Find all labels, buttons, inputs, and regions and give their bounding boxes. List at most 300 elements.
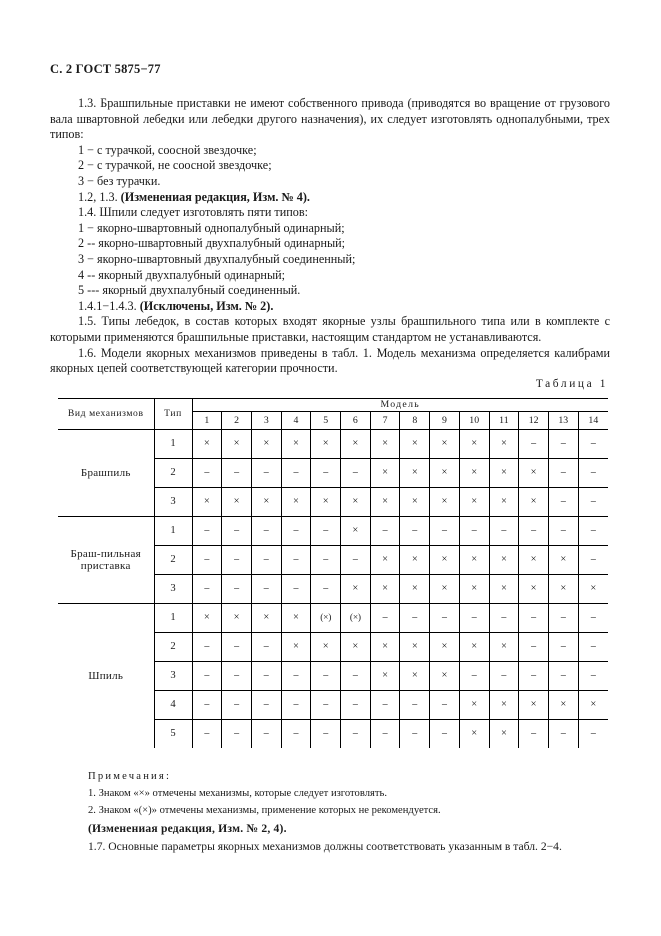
mark-cell <box>489 430 519 459</box>
mark-cell <box>459 546 489 575</box>
mark-cell <box>281 633 311 662</box>
group-name-cell: Шпиль <box>58 604 154 749</box>
dash-icon: − <box>292 466 300 479</box>
header-col-10: 10 <box>459 412 489 430</box>
cross-icon: × <box>203 438 210 449</box>
mark-cell <box>192 720 222 749</box>
mark-cell <box>370 691 400 720</box>
mark-cell <box>578 459 608 488</box>
dash-icon: − <box>381 611 389 624</box>
list-item-shpil-5: 5 --- якорный двухпалубный соединенный. <box>78 283 301 298</box>
cross-icon: × <box>500 641 507 652</box>
mark-cell <box>430 546 460 575</box>
mark-cell <box>311 517 341 546</box>
mark-cell <box>370 633 400 662</box>
cross-icon: × <box>471 583 478 594</box>
mark-cell <box>251 633 281 662</box>
mark-cell <box>578 720 608 749</box>
cross-icon: × <box>590 583 597 594</box>
mark-cell <box>578 633 608 662</box>
dash-icon: − <box>441 524 448 537</box>
cross-icon: × <box>293 496 299 507</box>
mark-cell <box>370 459 400 488</box>
dash-icon: − <box>381 727 389 740</box>
dash-icon: − <box>233 524 240 537</box>
mark-cell <box>341 546 371 575</box>
cross-icon: × <box>203 612 210 623</box>
mark-cell <box>341 517 371 546</box>
dash-icon: − <box>441 727 448 740</box>
cross-icon: × <box>471 699 478 710</box>
dash-icon: − <box>560 669 567 682</box>
mark-cell <box>459 662 489 691</box>
header-col-13: 13 <box>548 412 578 430</box>
cross-icon: × <box>441 670 448 681</box>
mark-cell <box>281 691 311 720</box>
header-tip: Тип <box>154 399 192 430</box>
mark-cell <box>548 662 578 691</box>
cross-icon: × <box>441 496 448 507</box>
mark-cell <box>548 517 578 546</box>
mark-cell <box>548 604 578 633</box>
table-body <box>58 430 608 749</box>
mark-cell <box>341 459 371 488</box>
mark-cell <box>192 546 222 575</box>
mark-cell <box>311 575 341 604</box>
mark-cell <box>489 517 519 546</box>
mark-cell <box>311 430 341 459</box>
mark-cell <box>459 488 489 517</box>
dash-icon: − <box>530 437 537 450</box>
mark-cell <box>519 546 549 575</box>
list-item-shpil-4: 4 -- якорный двухпалубный одинарный; <box>78 267 286 282</box>
paragraph-1-3: 1.3. Брашпильные приставки не имеют собственного привода (приводятся во вращение от грузового вала швартовной лебедки или лебедки другого назначения), их следует изготовлять однопалубными, трех типов: <box>50 96 610 142</box>
dash-icon: − <box>322 466 329 479</box>
list-item-type-2: 2 − с турачкой, не соосной звездочке; <box>78 158 272 173</box>
table-row <box>58 517 608 546</box>
cross-icon: × <box>500 728 507 739</box>
note-item-1: 1. Знаком «×» отмечены механизмы, которые следует изготовлять. <box>88 788 387 799</box>
mark-cell <box>311 633 341 662</box>
dash-icon: − <box>530 611 537 624</box>
mark-cell <box>192 430 222 459</box>
cross-icon: × <box>530 496 537 507</box>
cross-icon: × <box>352 525 359 536</box>
header-model: Модель <box>192 399 608 412</box>
cross-icon: × <box>471 554 478 565</box>
mark-cell <box>251 691 281 720</box>
dash-icon: − <box>560 640 567 653</box>
mark-cell <box>281 517 311 546</box>
note-item-2: 2. Знаком «(×)» отмечены механизмы, применение которых не рекомендуется. <box>88 805 441 816</box>
cross-icon: × <box>382 496 389 507</box>
mark-cell <box>459 691 489 720</box>
table-head <box>58 399 608 430</box>
dash-icon: − <box>530 669 537 682</box>
dash-icon: − <box>411 727 418 740</box>
dash-icon: − <box>233 669 240 682</box>
type-cell: 1 <box>154 604 192 633</box>
mark-cell <box>192 517 222 546</box>
dash-icon: − <box>411 524 418 537</box>
dash-icon: − <box>292 698 300 711</box>
cross-icon: × <box>382 670 389 681</box>
mark-cell <box>519 488 549 517</box>
header-col-6: 6 <box>341 412 371 430</box>
mark-cell <box>548 575 578 604</box>
cross-icon: × <box>263 612 270 623</box>
excluded-prefix: 1.4.1−1.4.3. <box>78 298 140 313</box>
mark-cell <box>251 604 281 633</box>
dash-icon: − <box>292 669 300 682</box>
dash-icon: − <box>590 495 597 508</box>
type-cell: 1 <box>154 517 192 546</box>
dash-icon: − <box>500 669 507 682</box>
cross-icon: × <box>293 612 299 623</box>
mark-cell <box>222 488 252 517</box>
dash-icon: − <box>352 466 359 479</box>
cross-icon: × <box>441 554 448 565</box>
header-col-1: 1 <box>192 412 222 430</box>
mark-cell <box>370 517 400 546</box>
mark-cell <box>251 546 281 575</box>
cross-icon: × <box>500 699 507 710</box>
cross-icon: × <box>411 467 418 478</box>
type-cell: 2 <box>154 546 192 575</box>
dash-icon: − <box>203 524 210 537</box>
page-header: С. 2 ГОСТ 5875−77 <box>50 62 161 76</box>
mark-cell <box>459 430 489 459</box>
cross-icon: × <box>441 583 448 594</box>
dash-icon: − <box>381 698 389 711</box>
mark-cell <box>400 546 430 575</box>
mark-cell <box>341 720 371 749</box>
mark-cell <box>459 633 489 662</box>
mark-cell <box>548 488 578 517</box>
mark-cell <box>548 720 578 749</box>
table-row <box>58 430 608 459</box>
mark-cell <box>341 633 371 662</box>
dash-icon: − <box>263 640 270 653</box>
mark-cell <box>370 546 400 575</box>
mark-cell <box>370 720 400 749</box>
mark-cell <box>400 662 430 691</box>
cross-icon: × <box>500 467 507 478</box>
cross-icon: × <box>352 496 359 507</box>
cross-icon: × <box>500 438 507 449</box>
mark-cell <box>251 488 281 517</box>
dash-icon: − <box>560 466 567 479</box>
mark-cell <box>459 517 489 546</box>
cross-icon: × <box>530 699 537 710</box>
mark-cell <box>519 430 549 459</box>
mark-cell <box>341 430 371 459</box>
list-item-type-3: 3 − без турачки. <box>78 173 161 188</box>
mark-cell <box>519 691 549 720</box>
dash-icon: − <box>560 611 567 624</box>
mark-cell <box>489 662 519 691</box>
mark-cell <box>311 488 341 517</box>
cross-icon: × <box>471 467 478 478</box>
mark-cell <box>341 662 371 691</box>
notes-heading: Примечания: <box>88 771 172 782</box>
mark-cell <box>251 720 281 749</box>
mark-cell <box>222 517 252 546</box>
cross-icon: × <box>382 554 389 565</box>
mark-cell <box>459 604 489 633</box>
dash-icon: − <box>352 553 359 566</box>
mark-cell <box>519 662 549 691</box>
dash-icon: − <box>292 524 300 537</box>
cross-icon: × <box>382 583 389 594</box>
paragraph-1-4: 1.4. Шпили следует изготовлять пяти типов: <box>78 205 309 220</box>
cross-icon: × <box>411 583 418 594</box>
list-item-shpil-1: 1 − якорно-швартовный однопалубный одинарный; <box>78 220 345 235</box>
header-col-8: 8 <box>400 412 430 430</box>
mark-cell <box>400 691 430 720</box>
revision-note-1-4-1 <box>50 299 610 315</box>
cross-icon: × <box>382 438 389 449</box>
dash-icon: − <box>590 640 597 653</box>
dash-icon: − <box>352 698 359 711</box>
dash-icon: − <box>590 669 597 682</box>
mark-cell <box>400 575 430 604</box>
mark-cell <box>548 633 578 662</box>
mark-cell <box>459 720 489 749</box>
cross-icon: × <box>382 641 389 652</box>
mark-cell <box>430 488 460 517</box>
dash-icon: − <box>263 582 270 595</box>
mark-cell <box>430 691 460 720</box>
mark-cell <box>222 430 252 459</box>
cross-icon: × <box>263 496 270 507</box>
mark-cell <box>370 662 400 691</box>
cross-icon: × <box>293 641 299 652</box>
mark-cell <box>281 546 311 575</box>
dash-icon: − <box>203 582 210 595</box>
mark-cell <box>222 575 252 604</box>
dash-icon: − <box>233 466 240 479</box>
type-cell: 1 <box>154 430 192 459</box>
cross-icon: × <box>560 699 567 710</box>
mark-cell <box>341 575 371 604</box>
mark-cell <box>311 604 341 633</box>
dash-icon: − <box>352 727 359 740</box>
list-item-shpil-2: 2 -- якорно-швартовный двухпалубный одинарный; <box>78 236 346 251</box>
mark-cell <box>281 662 311 691</box>
dash-icon: − <box>203 669 210 682</box>
dash-icon: − <box>203 466 210 479</box>
mark-cell <box>430 517 460 546</box>
mark-cell <box>400 604 430 633</box>
type-cell: 3 <box>154 488 192 517</box>
excluded-bold-text: (Исключены, Изм. № 2). <box>139 298 274 313</box>
cross-icon: × <box>471 641 478 652</box>
dash-icon: − <box>263 466 270 479</box>
dash-icon: − <box>203 727 210 740</box>
mark-cell <box>281 459 311 488</box>
dash-icon: − <box>560 495 567 508</box>
mark-cell <box>370 575 400 604</box>
mark-cell <box>578 430 608 459</box>
dash-icon: − <box>263 669 270 682</box>
dash-icon: − <box>203 640 210 653</box>
mark-cell <box>341 488 371 517</box>
type-cell: 5 <box>154 720 192 749</box>
dash-icon: − <box>233 640 240 653</box>
cross-icon: × <box>441 438 448 449</box>
mark-cell <box>519 633 549 662</box>
mark-cell <box>430 430 460 459</box>
mark-cell <box>370 488 400 517</box>
mark-cell <box>459 575 489 604</box>
mark-cell <box>341 691 371 720</box>
cross-icon: × <box>441 641 448 652</box>
mark-cell <box>519 575 549 604</box>
mark-cell <box>251 662 281 691</box>
mark-cell <box>578 691 608 720</box>
cross-icon: × <box>500 496 507 507</box>
mark-cell <box>281 604 311 633</box>
type-cell: 4 <box>154 691 192 720</box>
dash-icon: − <box>590 524 597 537</box>
paragraph-1-7: 1.7. Основные параметры якорных механизмов должны соответствовать указанным в табл. 2−4. <box>88 840 562 853</box>
table-container <box>58 398 608 748</box>
mark-cell <box>341 604 371 633</box>
mark-cell <box>400 720 430 749</box>
header-col-7: 7 <box>370 412 400 430</box>
mark-cell <box>519 459 549 488</box>
header-col-4: 4 <box>281 412 311 430</box>
mark-cell <box>192 575 222 604</box>
header-col-2: 2 <box>222 412 252 430</box>
mark-cell <box>489 633 519 662</box>
revision-note-1-2-1-3 <box>50 190 610 206</box>
mark-cell <box>400 633 430 662</box>
mark-cell <box>578 575 608 604</box>
cross-icon: × <box>233 496 240 507</box>
mark-cell <box>489 488 519 517</box>
mark-cell <box>430 720 460 749</box>
dash-icon: − <box>471 524 478 537</box>
header-col-11: 11 <box>489 412 519 430</box>
mark-cell <box>192 459 222 488</box>
type-cell: 3 <box>154 575 192 604</box>
mark-cell <box>311 546 341 575</box>
mark-cell <box>192 604 222 633</box>
dash-icon: − <box>411 611 418 624</box>
mechanism-models-table <box>58 398 608 748</box>
dash-icon: − <box>471 669 478 682</box>
mark-cell <box>430 459 460 488</box>
dash-icon: − <box>233 698 240 711</box>
table-row <box>58 604 608 633</box>
dash-icon: − <box>263 727 270 740</box>
dash-icon: − <box>560 437 567 450</box>
dash-icon: − <box>263 524 270 537</box>
document-body <box>50 96 610 377</box>
mark-cell <box>430 575 460 604</box>
dash-icon: − <box>322 727 329 740</box>
dash-icon: − <box>530 524 537 537</box>
dash-icon: − <box>292 727 300 740</box>
mark-cell <box>578 662 608 691</box>
mark-cell <box>222 459 252 488</box>
cross-icon: × <box>530 583 537 594</box>
mark-cell <box>281 575 311 604</box>
cross-icon: × <box>560 554 567 565</box>
dash-icon: − <box>560 727 567 740</box>
dash-icon: − <box>411 698 418 711</box>
cross-icon: × <box>500 583 507 594</box>
mark-cell <box>311 720 341 749</box>
mark-cell <box>311 662 341 691</box>
dash-icon: − <box>590 727 597 740</box>
cross-icon: × <box>293 438 299 449</box>
dash-icon: − <box>263 553 270 566</box>
type-cell: 3 <box>154 662 192 691</box>
cross-icon: × <box>500 554 507 565</box>
group-name-cell: Брашпиль <box>58 430 154 517</box>
mark-cell <box>400 430 430 459</box>
mark-cell <box>192 662 222 691</box>
header-col-5: 5 <box>311 412 341 430</box>
dash-icon: − <box>233 553 240 566</box>
revision-bold-text: (Изменениая редакция, Изм. № 4). <box>120 189 310 204</box>
group-name-cell: Браш-пильная приставка <box>58 517 154 604</box>
mark-cell <box>548 546 578 575</box>
cross-icon: × <box>471 438 478 449</box>
mark-cell <box>548 691 578 720</box>
mark-cell <box>192 691 222 720</box>
cross-icon: × <box>352 438 359 449</box>
mark-cell <box>430 662 460 691</box>
mark-cell <box>430 604 460 633</box>
header-col-9: 9 <box>430 412 460 430</box>
dash-icon: − <box>233 582 240 595</box>
header-col-14: 14 <box>578 412 608 430</box>
dash-icon: − <box>381 524 389 537</box>
cross-icon: × <box>352 583 359 594</box>
dash-icon: − <box>292 582 300 595</box>
mark-cell <box>370 604 400 633</box>
dash-icon: − <box>590 437 597 450</box>
mark-cell <box>548 430 578 459</box>
cross-icon: × <box>530 467 537 478</box>
cross-icon: × <box>471 496 478 507</box>
mark-cell <box>578 604 608 633</box>
cross-icon: × <box>203 496 210 507</box>
dash-icon: − <box>530 640 537 653</box>
dash-icon: − <box>590 611 597 624</box>
mark-cell <box>192 633 222 662</box>
cross-icon: × <box>411 641 418 652</box>
dash-icon: − <box>322 669 329 682</box>
dash-icon: − <box>441 698 448 711</box>
mark-cell <box>400 459 430 488</box>
header-vid-mehanizmov: Вид механизмов <box>58 399 154 430</box>
dash-icon: − <box>560 524 567 537</box>
paragraph-1-5: 1.5. Типы лебедок, в состав которых входят якорные узлы брашпильного типа или в комплекте с которыми применяются брашпильные приставки, настоящим стандартом не устанавливаются. <box>50 314 610 344</box>
cross-icon: × <box>322 641 329 652</box>
dash-icon: − <box>500 524 507 537</box>
list-item-type-1: 1 − с турачкой, соосной звездочке; <box>78 142 257 157</box>
cross-icon: × <box>560 583 567 594</box>
header-col-12: 12 <box>519 412 549 430</box>
mark-cell <box>311 459 341 488</box>
mark-cell <box>281 720 311 749</box>
mark-cell <box>519 604 549 633</box>
